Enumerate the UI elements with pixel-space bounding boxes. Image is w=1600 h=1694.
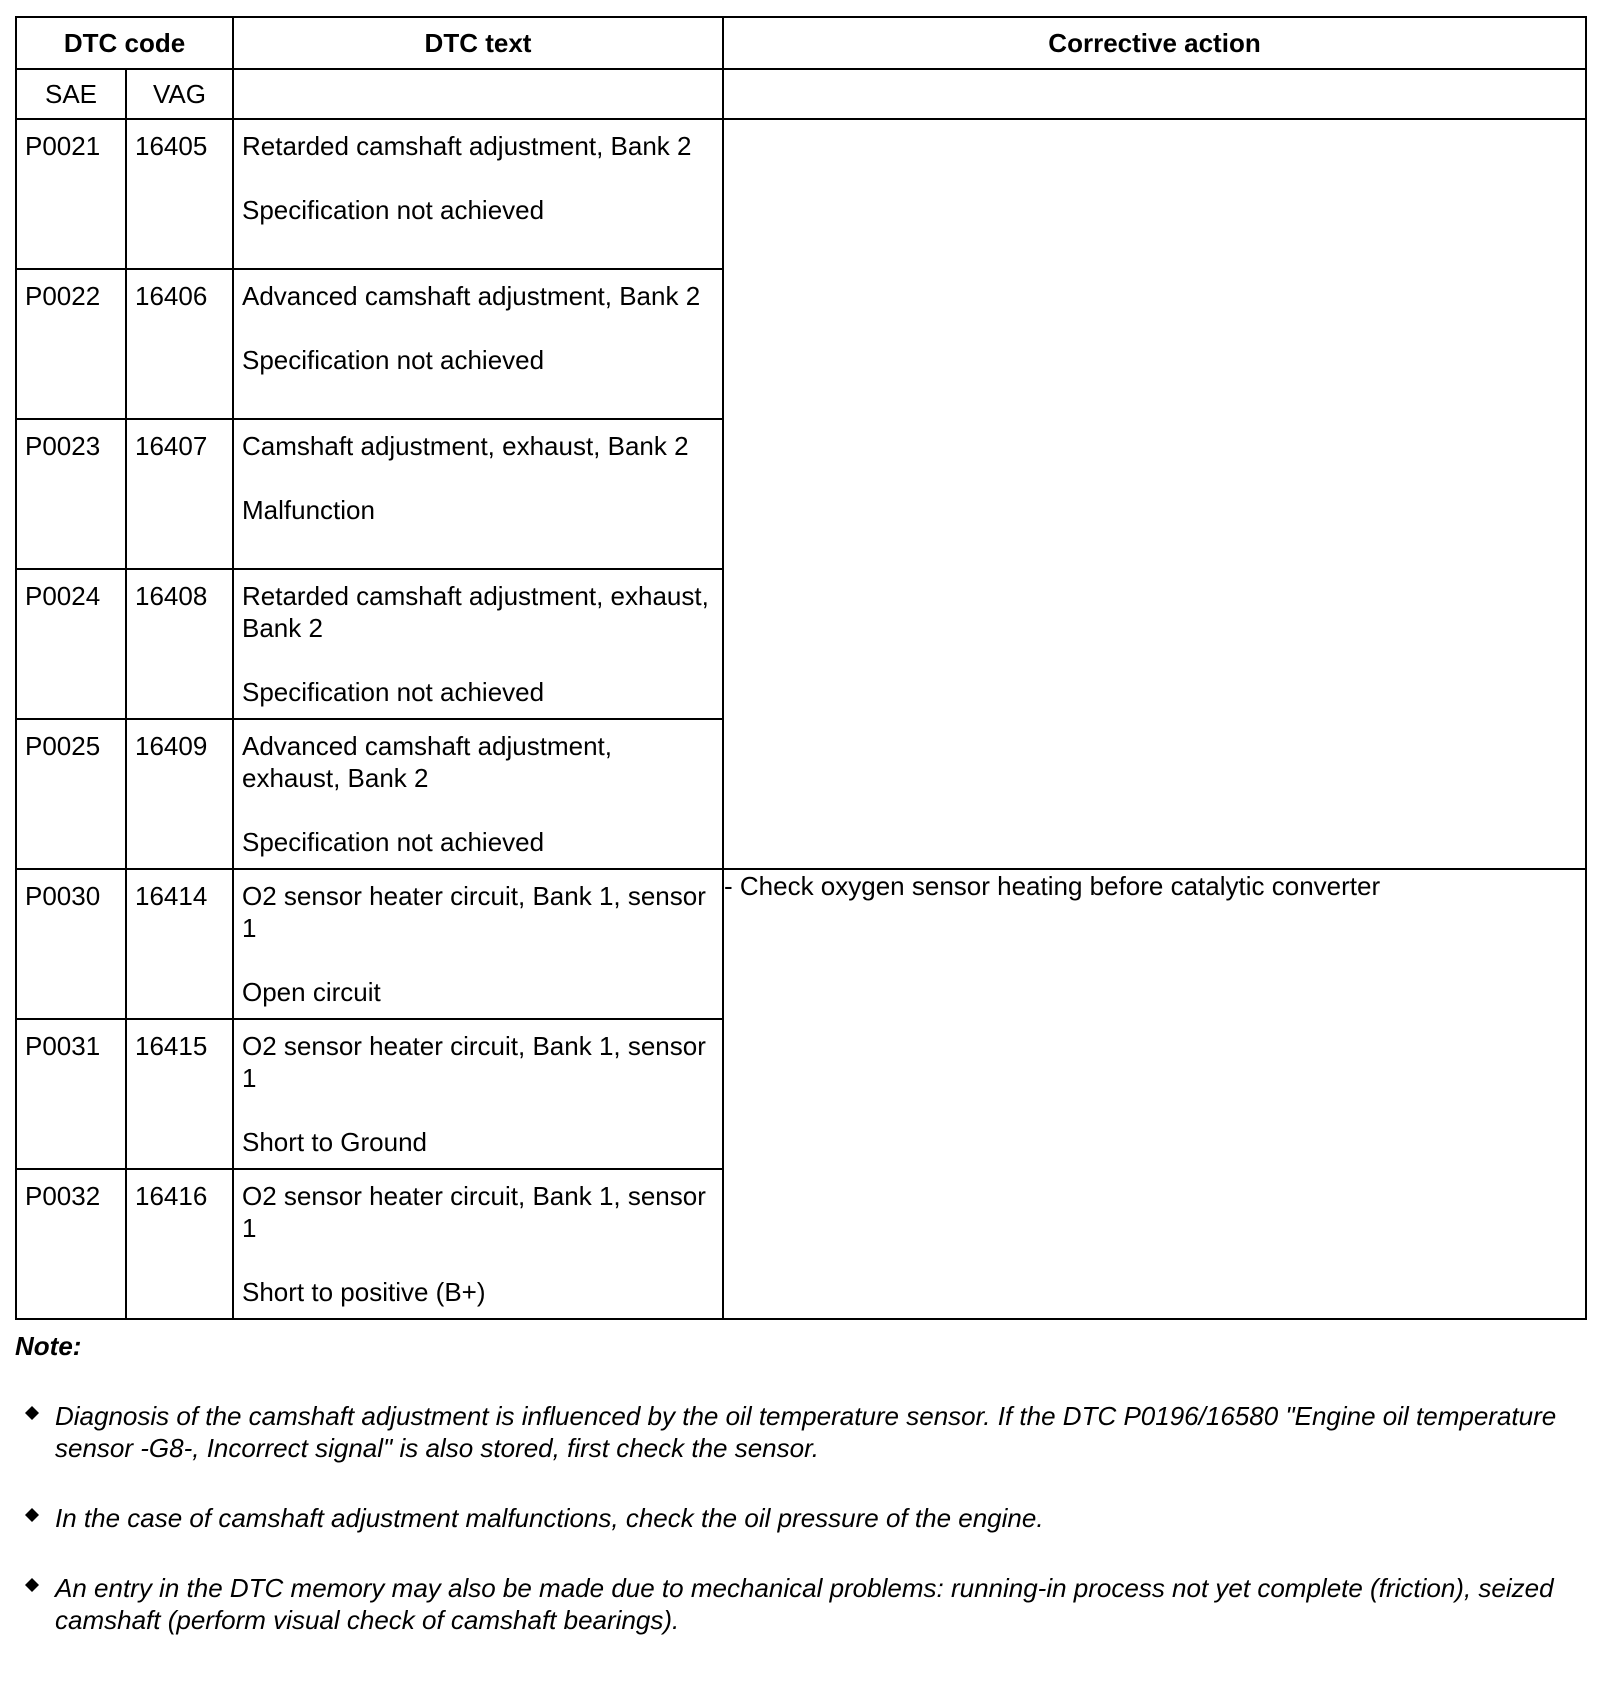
vag-code: 16416 (126, 1169, 233, 1319)
vag-code: 16405 (126, 119, 233, 269)
dtc-text: O2 sensor heater circuit, Bank 1, sensor 1 (242, 881, 706, 943)
note-title: Note: (15, 1331, 82, 1361)
sae-code: P0021 (16, 119, 126, 269)
diamond-bullet-icon (25, 1406, 39, 1420)
dtc-text: Advanced camshaft adjustment, Bank 2 (242, 281, 701, 311)
dtc-description (233, 719, 723, 869)
dtc-text: Advanced camshaft adjustment, exhaust, Bank 2 (242, 731, 612, 793)
dtc-status: Specification not achieved (242, 345, 545, 375)
table-row (16, 869, 1586, 1019)
sae-code: P0030 (16, 869, 126, 1019)
sae-code: P0024 (16, 569, 126, 719)
dtc-status: Malfunction (242, 495, 375, 525)
vag-code: 16414 (126, 869, 233, 1019)
dtc-description (233, 419, 723, 569)
table-subheader-row (16, 69, 1586, 119)
diamond-bullet-icon (25, 1578, 39, 1592)
table-row (16, 119, 1586, 269)
dtc-status: Open circuit (242, 977, 381, 1007)
subheader-vag: VAG (126, 69, 233, 119)
note-text: Diagnosis of the camshaft adjustment is influenced by the oil temperature sensor. If the DTC P0196/16580 "Engine oil temperature sensor -G8-, Incorrect signal" is also stored, first check the sensor. (55, 1401, 1557, 1463)
corrective-action-o2-sensor: - Check oxygen sensor heating before catalytic converter (723, 869, 1586, 1319)
dtc-description (233, 119, 723, 269)
dtc-text: Retarded camshaft adjustment, Bank 2 (242, 131, 692, 161)
note-text: In the case of camshaft adjustment malfunctions, check the oil pressure of the engine. (55, 1503, 1044, 1533)
note-item (15, 1502, 1575, 1534)
corrective-action-camshaft (723, 119, 1586, 869)
dtc-text: O2 sensor heater circuit, Bank 1, sensor 1 (242, 1181, 706, 1243)
vag-code: 16408 (126, 569, 233, 719)
dtc-description (233, 569, 723, 719)
subheader-empty-text (233, 69, 723, 119)
vag-code: 16406 (126, 269, 233, 419)
dtc-description (233, 269, 723, 419)
header-dtc-code: DTC code (16, 17, 233, 69)
vag-code: 16407 (126, 419, 233, 569)
dtc-description (233, 1169, 723, 1319)
header-corrective-action: Corrective action (723, 17, 1586, 69)
table-header-row (16, 17, 1586, 69)
header-dtc-text: DTC text (233, 17, 723, 69)
sae-code: P0025 (16, 719, 126, 869)
sae-code: P0031 (16, 1019, 126, 1169)
dtc-table (15, 16, 1587, 1320)
sae-code: P0022 (16, 269, 126, 419)
note-item (15, 1572, 1575, 1636)
diamond-bullet-icon (25, 1508, 39, 1522)
dtc-status: Short to positive (B+) (242, 1277, 486, 1307)
note-text: An entry in the DTC memory may also be made due to mechanical problems: running-in process not yet complete (friction), seized camshaft (perform visual check of camshaft bearings). (55, 1573, 1554, 1635)
vag-code: 16415 (126, 1019, 233, 1169)
subheader-empty-action (723, 69, 1586, 119)
sae-code: P0023 (16, 419, 126, 569)
vag-code: 16409 (126, 719, 233, 869)
dtc-description (233, 1019, 723, 1169)
dtc-status: Specification not achieved (242, 827, 545, 857)
dtc-status: Short to Ground (242, 1127, 427, 1157)
dtc-status: Specification not achieved (242, 677, 545, 707)
subheader-sae: SAE (16, 69, 126, 119)
dtc-text: Camshaft adjustment, exhaust, Bank 2 (242, 431, 689, 461)
dtc-description (233, 869, 723, 1019)
notes-section (15, 1330, 1575, 1674)
sae-code: P0032 (16, 1169, 126, 1319)
dtc-text: O2 sensor heater circuit, Bank 1, sensor 1 (242, 1031, 706, 1093)
dtc-status: Specification not achieved (242, 195, 545, 225)
note-item (15, 1400, 1575, 1464)
note-list (15, 1400, 1575, 1636)
dtc-text: Retarded camshaft adjustment, exhaust, Bank 2 (242, 581, 709, 643)
